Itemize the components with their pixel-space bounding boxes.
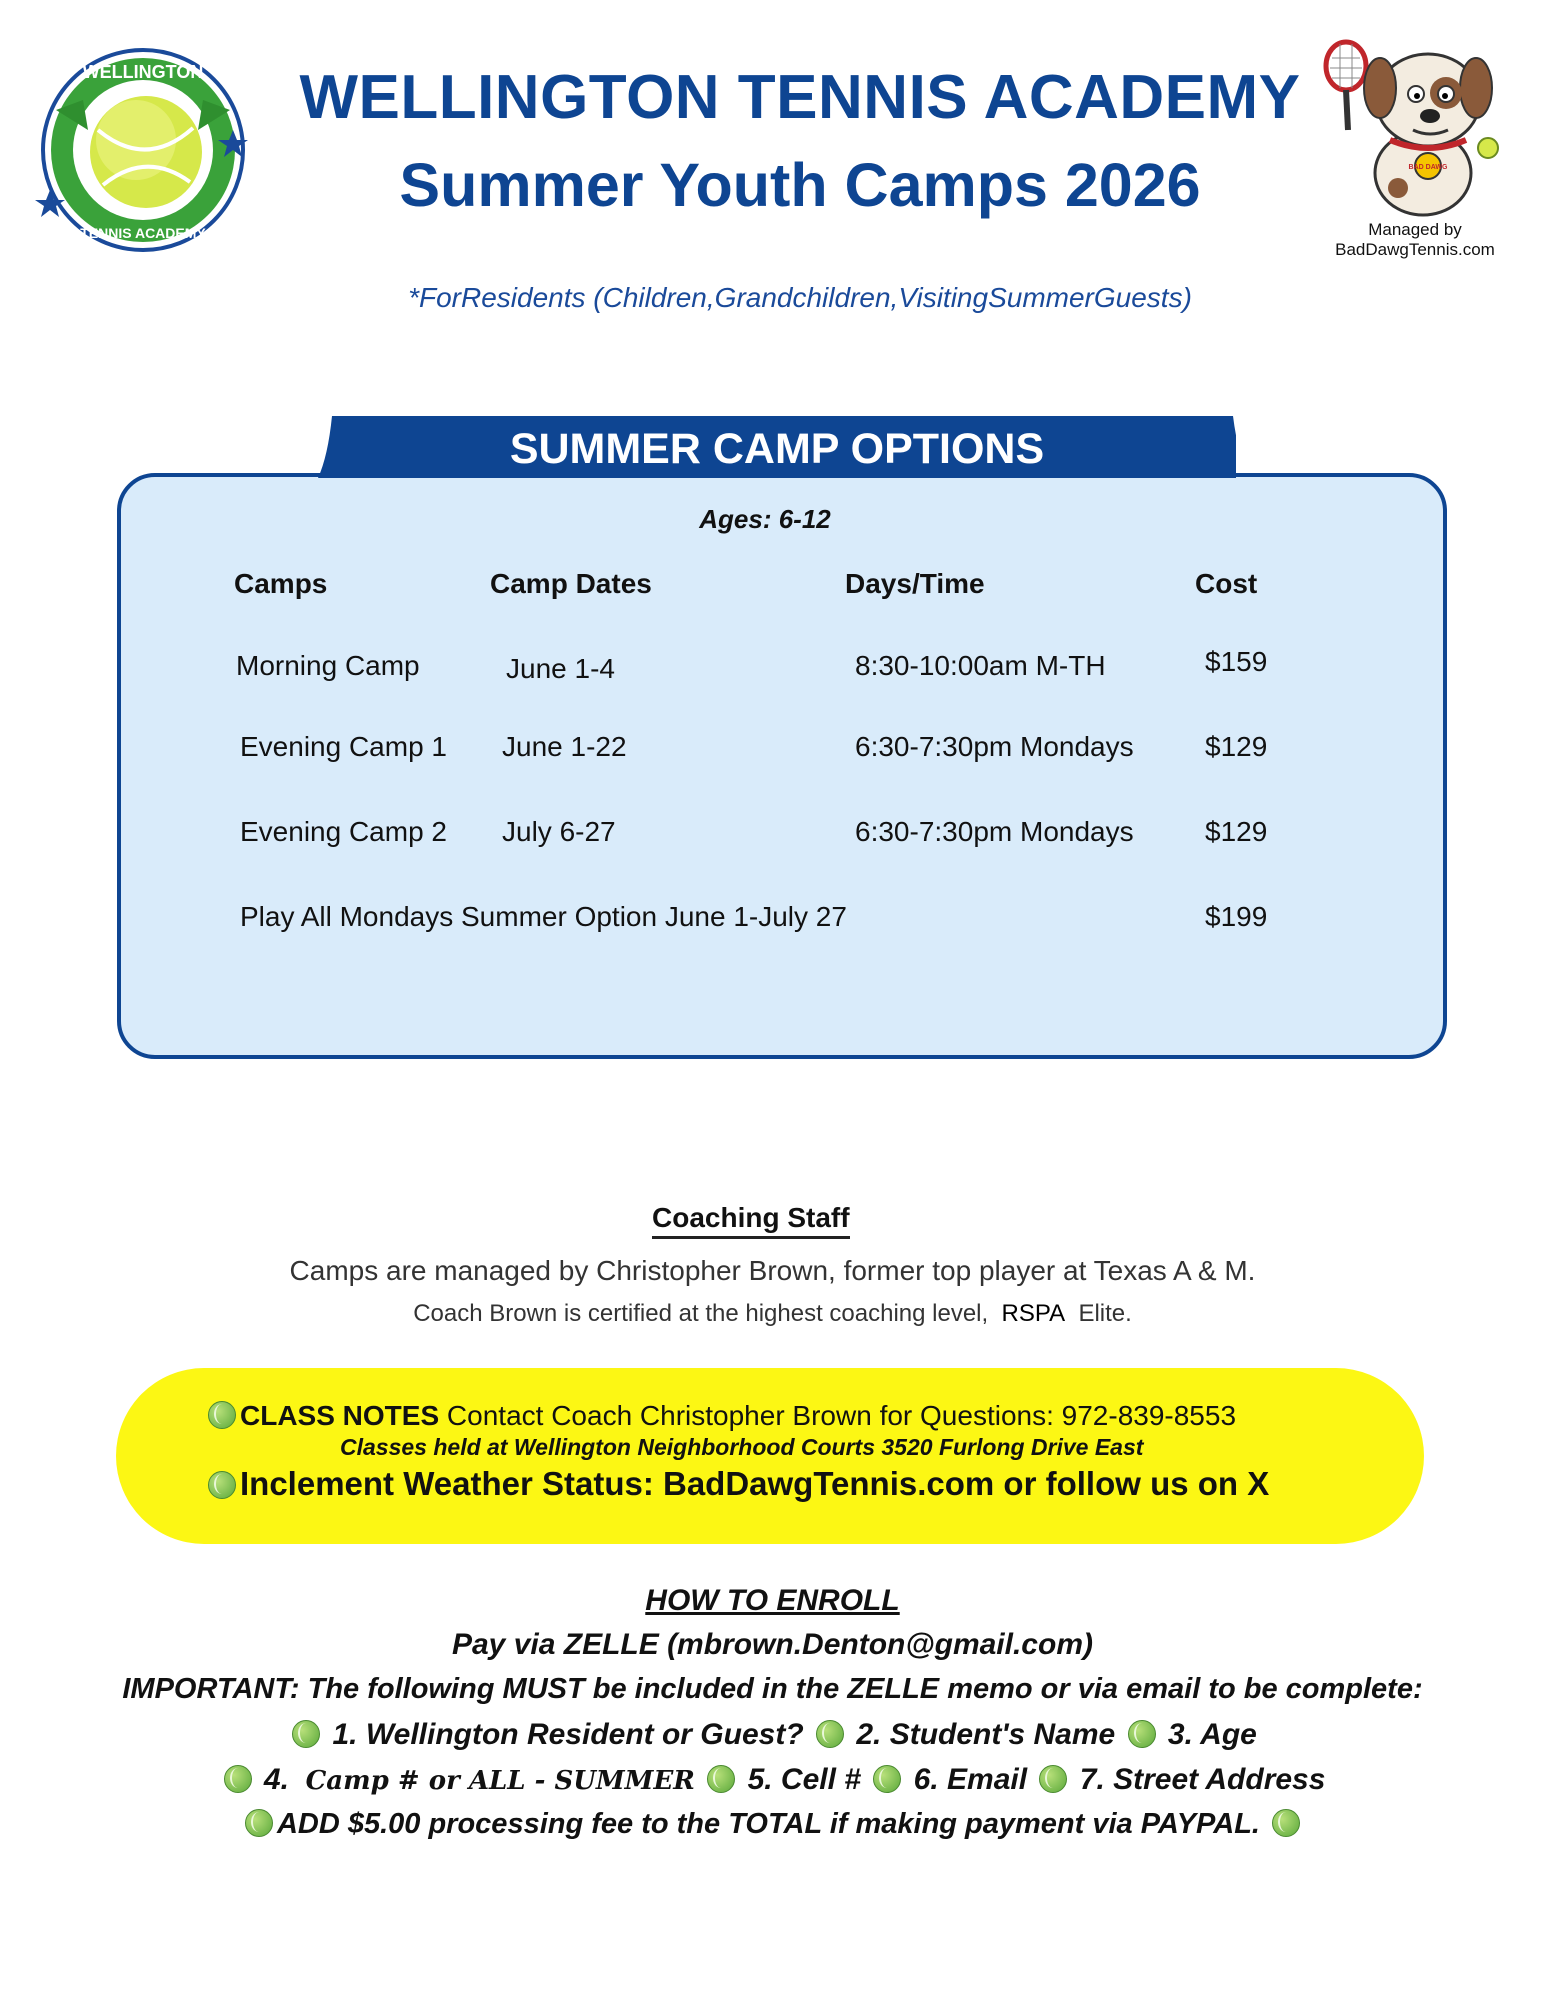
camp-options-box	[117, 473, 1447, 1059]
col-header-cost: Cost	[1195, 568, 1258, 599]
col-header-dates: Camp Dates	[490, 568, 652, 599]
page-title: WELLINGTON TENNIS ACADEMY	[299, 63, 1301, 132]
class-notes-contact	[204, 1400, 1236, 1432]
table-row-cost: $159	[1205, 646, 1268, 677]
table-row-cost: $129	[1205, 731, 1268, 762]
enroll-heading	[0, 1584, 1545, 1618]
tennis-ball-icon	[208, 1471, 236, 1499]
weather-status-text: Inclement Weather Status: BadDawgTennis.com or follow us on X	[240, 1465, 1270, 1502]
tennis-ball-icon	[816, 1720, 844, 1748]
camp-options-banner: SUMMER CAMP OPTIONS	[509, 425, 1045, 473]
table-row-camp: Morning Camp	[236, 650, 420, 681]
table-row-time: 6:30-7:30pm Mondays	[855, 731, 1134, 762]
tennis-ball-icon	[873, 1765, 901, 1793]
certification-level: Elite.	[1078, 1300, 1132, 1327]
col-header-camps: Camps	[234, 568, 328, 599]
table-row-time: 6:30-7:30pm Mondays	[855, 816, 1134, 847]
table-row-dates: June 1-22	[502, 731, 627, 762]
tennis-ball-icon	[1272, 1809, 1300, 1837]
managed-by	[1300, 220, 1530, 260]
managed-by-label: Managed by	[1368, 220, 1462, 239]
requirement-item: 1. Wellington Resident or Guest?	[332, 1718, 804, 1751]
requirement-item: 6. Email	[913, 1763, 1028, 1796]
class-notes-location: Classes held at Wellington Neighborhood Courts 3520 Furlong Drive East	[340, 1434, 1144, 1460]
tennis-ball-icon	[208, 1401, 236, 1429]
tennis-ball-icon	[245, 1809, 273, 1837]
all-mondays-option: Play All Mondays Summer Option June 1-July 27	[240, 901, 847, 932]
requirement-item: Camp # or ALL - SUMMER	[305, 1766, 695, 1796]
enroll-requirements-line-2	[0, 1763, 1545, 1797]
tennis-ball-icon	[292, 1720, 320, 1748]
table-row-time: 8:30-10:00am M-TH	[855, 650, 1106, 681]
tennis-ball-icon	[1128, 1720, 1156, 1748]
table-row-dates: June 1-4	[506, 653, 615, 684]
coaching-line-1: Camps are managed by Christopher Brown, former top player at Texas A & M.	[289, 1255, 1256, 1286]
coaching-staff-heading: Coaching Staff	[652, 1202, 850, 1239]
enroll-heading-text: HOW TO ENROLL	[645, 1584, 900, 1617]
coaching-line-2	[0, 1300, 1545, 1328]
table-row-dates: July 6-27	[502, 816, 616, 847]
coaching-line-2-text: Coach Brown is certified at the highest coaching level,	[413, 1300, 989, 1327]
tennis-ball-icon	[224, 1765, 252, 1793]
enroll-important: IMPORTANT: The following MUST be included in the ZELLE memo or via email to be complete:	[122, 1673, 1423, 1705]
table-row-camp: Evening Camp 2	[240, 816, 448, 847]
weather-status	[204, 1465, 1269, 1503]
col-header-time: Days/Time	[845, 568, 985, 599]
ages-label: Ages: 6-12	[699, 504, 831, 534]
managed-by-site: BadDawgTennis.com	[1335, 240, 1495, 259]
logo-text-top: WELLINGTON	[82, 62, 204, 82]
mascot-tag-text: BAD DAWG	[1408, 164, 1448, 171]
page-subtitle: Summer Youth Camps 2026	[399, 151, 1201, 219]
tennis-ball-icon	[707, 1765, 735, 1793]
logo-text-bottom: TENNIS ACADEMY	[80, 225, 206, 241]
enroll-payment: Pay via ZELLE (mbrown.Denton@gmail.com)	[451, 1628, 1093, 1661]
class-notes-label: CLASS NOTES	[240, 1400, 440, 1431]
mascot-dog-icon	[1318, 38, 1518, 218]
requirement-item: 5. Cell #	[747, 1763, 861, 1796]
requirement-item-number: 4.	[263, 1763, 289, 1796]
paypal-fee-text: ADD $5.00 processing fee to the TOTAL if making payment via PAYPAL.	[276, 1808, 1260, 1840]
requirement-item: 7. Street Address	[1079, 1763, 1326, 1796]
table-row-camp: Evening Camp 1	[240, 731, 448, 762]
eligibility-note: *ForResidents (Children,Grandchildren,VisitingSummerGuests)	[408, 282, 1192, 313]
certification-name: RSPA	[1001, 1300, 1066, 1327]
paypal-fee-note	[0, 1808, 1545, 1841]
requirement-item: 3. Age	[1167, 1718, 1257, 1751]
all-mondays-cost: $199	[1205, 901, 1268, 932]
enroll-requirements-line-1	[0, 1718, 1545, 1752]
class-notes-contact-text: Contact Coach Christopher Brown for Questions: 972-839-8553	[446, 1400, 1237, 1431]
academy-logo	[28, 40, 258, 260]
table-row-cost: $129	[1205, 816, 1268, 847]
requirement-item: 2. Student's Name	[856, 1718, 1116, 1751]
tennis-ball-icon	[1039, 1765, 1067, 1793]
